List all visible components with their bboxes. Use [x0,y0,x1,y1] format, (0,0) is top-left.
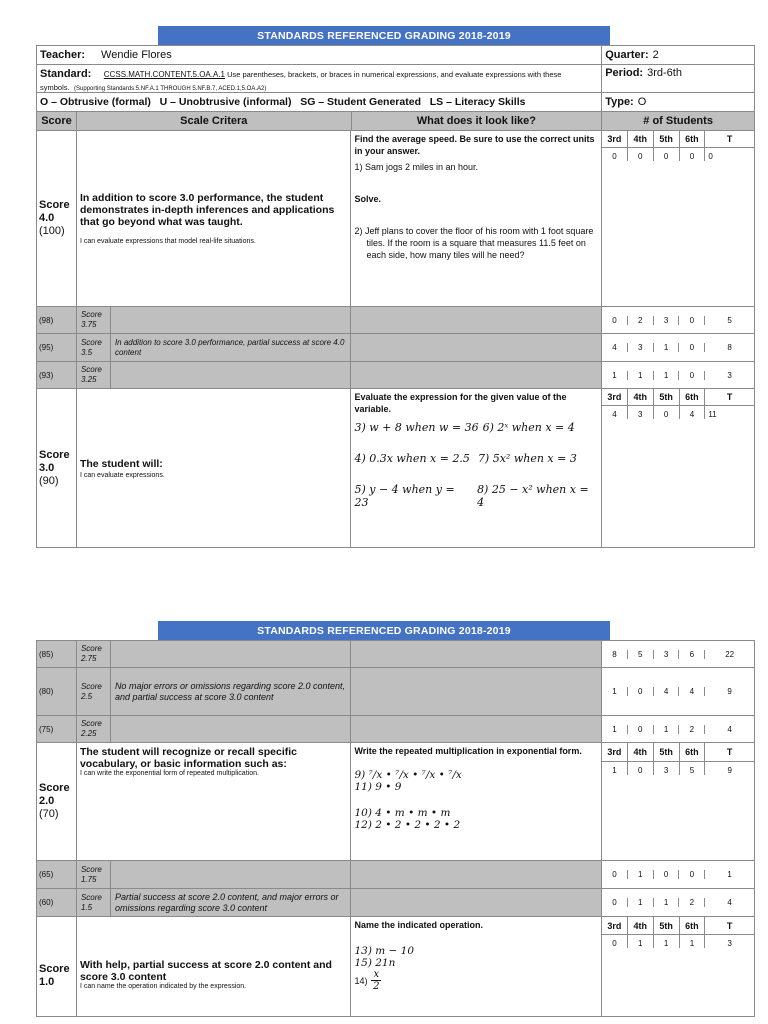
period-value: 3rd-6th [647,67,682,79]
teacher-cell [37,46,602,65]
i-can-statement: I can name the operation indicated by the expression. [79,983,247,990]
class-header-6th: 6th [680,917,706,934]
count-6th: 6 [679,650,705,659]
count-5th: 0 [654,406,680,419]
sub-score-label: Score [80,644,102,653]
count-total: 22 [725,649,735,659]
score-2-5-look [351,668,602,716]
count-4th: 1 [628,898,654,907]
count-3rd: 0 [602,870,628,879]
score-4-label-cell [37,131,77,307]
count-6th: 5 [680,762,706,775]
class-header-3rd: 3rd [602,131,628,147]
count-6th: 2 [679,898,705,907]
quarter-value: 2 [652,49,659,61]
criteria-text: The student will recognize or recall specific vocabulary, or basic information such as: [79,746,297,770]
standard-cell [37,65,602,93]
count-total: 1 [727,870,732,879]
score-label: Score [39,199,70,211]
sub-score-label: Score [80,864,102,874]
look-solve: Solve. [354,194,381,204]
count-5th: 3 [654,650,680,659]
sub-score-label: Score [80,337,102,347]
score-2-25-look [351,716,602,743]
score-label: Score [39,782,70,794]
score-4-counts [602,131,755,307]
type-value: O [637,96,647,108]
count-3rd: 1 [602,762,628,775]
score-2-5-counts [602,668,755,716]
class-header-5th: 5th [654,917,680,934]
score-1-label-cell [37,917,77,1017]
score-value: 1.0 [39,976,55,988]
sub-score-value: 3.25 [80,375,97,384]
score-2-5-percent: (80) [37,668,77,716]
criteria-text: In addition to score 3.0 performance, the student demonstrates in-depth inferences and applications that go beyond what was taught. [79,192,335,228]
score-1-5-counts [602,889,755,917]
expr-11: 11) 9 • 9 [354,781,402,793]
count-5th: 1 [654,725,680,734]
count-4th: 0 [628,725,654,734]
sub-score-desc [111,641,351,667]
count-3rd: 0 [602,316,628,325]
look-prompt: Write the repeated multiplication in exponential form. [354,746,582,756]
expr-14-denominator: 2 [373,981,380,992]
class-header-4th: 4th [628,743,654,761]
score-1-criteria [77,917,352,1017]
expr-7: 7) 5x² when x = 3 [477,452,577,465]
count-6th: 0 [679,316,705,325]
score-3-25-percent: (93) [37,362,77,389]
score-3-label-cell [37,389,77,548]
type-cell [602,93,755,112]
sub-score-value: 1.75 [80,874,97,884]
count-4th: 1 [628,371,654,380]
count-5th: 1 [654,935,680,948]
score-label: Score [39,448,70,461]
quarter-label: Quarter: [605,49,649,61]
score-2-criteria [77,743,352,861]
score-2-75-look [351,641,602,668]
score-2-look [351,743,602,861]
standard-text-cont: symbols. [40,83,70,92]
col-header-look: What does it look like? [352,112,603,131]
class-header-5th: 5th [654,743,680,761]
sub-score-desc [111,716,351,742]
score-3-75-desc-cell [77,307,352,334]
score-3-5-percent: (95) [37,334,77,362]
criteria-text: The student will: [79,457,163,470]
col-header-score: Score [37,112,77,131]
count-3rd: 1 [602,371,628,380]
count-total: 3 [727,939,732,948]
score-3-25-look [351,362,602,389]
score-2-counts [602,743,755,861]
expr-12: 12) 2 • 2 • 2 • 2 • 2 [354,819,461,831]
score-2-25-percent: (75) [37,716,77,743]
sub-score-value: 2.5 [80,691,93,701]
score-3-75-percent: (98) [37,307,77,334]
count-5th: 4 [654,687,680,696]
count-4th: 3 [628,406,654,419]
count-total: 3 [727,370,732,380]
sub-score-label: Score [80,681,102,691]
class-header-4th: 4th [628,389,654,405]
sub-score-desc [111,861,351,888]
count-4th: 0 [628,687,654,696]
expr-9: 9) ⁷/x • ⁷/x • ⁷/x • ⁷/x [354,769,462,781]
count-3rd: 1 [602,725,628,734]
score-1-75-percent: (65) [37,861,77,889]
col-header-students: # of Students [602,112,755,131]
sub-score-value: 3.5 [80,347,93,357]
score-4-look [351,131,602,307]
score-3-criteria [77,389,352,548]
score-3-5-look [351,334,602,362]
count-total: 8 [727,343,732,352]
type-legend: O – Obtrusive (formal) U – Unobtrusive (informal) SG – Student Generated LS – Literacy Skills [37,93,602,112]
teacher-value: Wendie Flores [101,49,172,61]
score-label: Score [39,963,70,975]
score-1-5-look [351,889,602,917]
count-5th: 3 [654,762,680,775]
count-total: 9 [727,687,732,696]
class-header-3rd: 3rd [602,389,628,405]
sub-score-desc: No major errors or omissions regarding score 2.0 content, and partial success at score 3.0 content [114,680,346,702]
count-4th: 5 [628,650,654,659]
count-3rd: 0 [602,935,628,948]
count-6th: 1 [680,935,706,948]
class-header-total: T [726,747,733,757]
sub-score-label: Score [80,892,102,902]
class-header-4th: 4th [628,131,654,147]
score-3-counts [602,389,755,548]
count-6th: 0 [679,343,705,352]
standard-text: Use parentheses, brackets, or braces in numerical expressions, and evaluate expressions with these [225,70,562,79]
count-4th: 1 [628,870,654,879]
sub-score-value: 2.75 [80,654,97,663]
i-can-statement: I can evaluate expressions that model real-life situations. [79,238,256,245]
count-5th: 1 [654,898,680,907]
class-header-3rd: 3rd [602,743,628,761]
score-4-criteria [77,131,352,307]
score-1-look [351,917,602,1017]
expr-14 [354,969,598,992]
count-3rd: 8 [602,650,628,659]
sub-score-desc: In addition to score 3.0 performance, partial success at score 4.0 content [114,337,345,357]
class-header-3rd: 3rd [602,917,628,934]
score-3-look [351,389,602,548]
class-header-total: T [726,134,733,144]
score-2-75-percent: (85) [37,641,77,668]
count-6th: 4 [680,406,706,419]
count-3rd: 4 [602,406,628,419]
period-label: Period: [605,67,644,79]
count-5th: 0 [654,870,680,879]
sub-score-label: Score [80,365,102,374]
score-2-75-counts [602,641,755,668]
score-value: 3.0 [39,461,55,474]
expr-3: 3) w + 8 when w = 36 [354,421,479,434]
count-3rd: 0 [602,148,628,161]
score-value: 4.0 [39,212,55,224]
class-header-total: T [726,392,733,402]
score-3-5-desc-cell [77,334,352,362]
score-2-25-counts [602,716,755,743]
standard-code-link[interactable]: CCSS.MATH.CONTENT.5.OA.A.1 [103,70,225,79]
class-header-6th: 6th [680,743,706,761]
count-4th: 0 [628,762,654,775]
type-label: Type: [605,96,634,108]
score-1-5-percent: (60) [37,889,77,917]
class-header-6th: 6th [680,131,706,147]
count-3rd: 0 [602,898,628,907]
sub-score-desc [111,362,351,388]
class-header-5th: 5th [654,131,680,147]
score-percent: (90) [39,474,59,487]
score-2-25-desc-cell [77,716,352,743]
count-3rd: 1 [602,687,628,696]
quarter-cell [602,46,755,65]
expr-6: 6) 2ˣ when x = 4 [482,421,575,434]
class-header-6th: 6th [680,389,706,405]
score-value: 2.0 [39,795,55,807]
expr-8: 8) 25 − x² when x = 4 [477,483,589,509]
score-3-25-desc-cell [77,362,352,389]
teacher-label: Teacher: [40,49,86,61]
score-1-5-desc-cell [77,889,352,917]
count-5th: 3 [654,316,680,325]
count-4th: 0 [628,148,654,161]
score-1-75-desc-cell [77,861,352,889]
expr-10: 10) 4 • m • m • m [354,807,451,819]
score-3-75-look [351,307,602,334]
standard-label: Standard: [40,68,92,80]
page-banner-2: STANDARDS REFERENCED GRADING 2018-2019 [158,621,610,640]
count-4th: 2 [628,316,654,325]
count-4th: 1 [628,935,654,948]
look-item-2: 2) Jeff plans to cover the floor of his room with 1 foot square tiles. If the room is a square that measures 11.5 feet on each side, how many tiles will he need? [354,226,594,260]
sub-score-value: 2.25 [80,729,97,738]
look-prompt: Name the indicated operation. [354,920,483,930]
grading-table-1 [36,45,755,548]
class-header-total: T [726,920,733,931]
count-5th: 0 [654,148,680,161]
count-6th: 0 [679,870,705,879]
sub-score-desc: Partial success at score 2.0 content, and major errors or omissions regarding score 3.0 content [114,891,339,913]
expr-5: 5) y − 4 when y = 23 [354,483,455,509]
sub-score-desc [111,307,351,333]
score-3-25-counts [602,362,755,389]
score-1-counts [602,917,755,1017]
supporting-standards: (Supporting Standards:5.NF.A.1 THROUGH 5.NF.B.7, ACED.1,5.OA.A2) [74,86,267,92]
score-3-5-counts [602,334,755,362]
count-total: 9 [727,766,732,775]
expr-15: 15) 21n [354,957,396,969]
count-3rd: 4 [602,343,628,352]
look-item-1: 1) Sam jogs 2 miles in an hour. [354,162,479,172]
count-total: 4 [727,724,732,734]
count-total: 0 [708,152,713,161]
page-banner-1: STANDARDS REFERENCED GRADING 2018-2019 [158,26,610,45]
period-cell [602,65,755,93]
count-5th: 1 [654,343,680,352]
col-header-scale: Scale Critera [77,112,352,131]
look-prompt: Find the average speed. Be sure to use the correct units in your answer. [354,134,595,156]
i-can-statement: I can write the exponential form of repeated multiplication. [79,770,259,777]
score-2-5-desc-cell [77,668,352,716]
count-4th: 3 [628,343,654,352]
score-2-75-desc-cell [77,641,352,668]
count-total: 11 [708,410,717,419]
expr-13: 13) m − 10 [354,945,415,957]
sub-score-value: 1.5 [80,902,93,912]
score-1-75-counts [602,861,755,889]
class-header-4th: 4th [628,917,654,934]
count-6th: 2 [679,725,705,734]
expr-14-label: 14) [354,975,368,986]
expr-14-numerator: x [373,969,380,980]
sub-score-value: 3.75 [80,320,97,329]
count-6th: 0 [680,148,706,161]
count-6th: 4 [679,687,705,696]
score-3-75-counts [602,307,755,334]
sub-score-label: Score [80,310,102,319]
sub-score-label: Score [80,719,102,728]
count-5th: 1 [654,371,680,380]
criteria-text: With help, partial success at score 2.0 content and score 3.0 content [79,959,332,983]
count-total: 5 [727,315,732,325]
grading-table-2 [36,640,755,1017]
look-prompt: Evaluate the expression for the given value of the variable. [354,392,567,414]
count-6th: 0 [679,371,705,380]
score-percent: (100) [39,225,65,237]
class-header-5th: 5th [654,389,680,405]
expr-4: 4) 0.3x when x = 2.5 [354,452,470,465]
count-total: 4 [727,898,732,907]
i-can-statement: I can evaluate expressions. [79,471,165,479]
score-1-75-look [351,861,602,889]
score-2-label-cell [37,743,77,861]
score-percent: (70) [39,808,59,820]
